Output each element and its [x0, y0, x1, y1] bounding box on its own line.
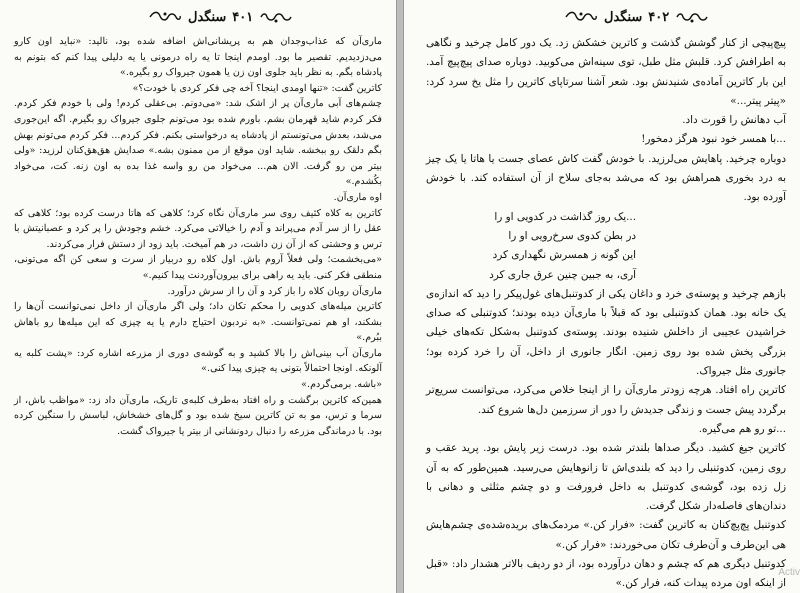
ornament-icon: [148, 10, 182, 24]
page-title: سنگدل: [604, 9, 643, 25]
left-page-text: [14, 34, 382, 589]
paragraph: ماری‌آن آب بینی‌اش را بالا کشید و به گوشه‌ی دوری از مزرعه اشاره کرد: «پشت کلبه یه آلونکه. اونجا احتمالاً بتونی یه چیزی پیدا کنی.»: [14, 347, 382, 375]
page-title: سنگدل: [188, 9, 227, 25]
poem-line: در بطن کدوی سرخ‌رویی او را: [508, 229, 636, 242]
page-number: ۴۰۲: [648, 9, 670, 25]
paragraph: کاترین راه افتاد. هرچه زودتر ماری‌آن را از اینجا خلاص می‌کرد، می‌توانست سریع‌تر برگردد پیش جست و زندگی جدیدش را دور از سرزمین دل‌ها شروع کند.: [426, 384, 786, 416]
right-page-text: [426, 34, 786, 589]
paragraph: کدوتنبل پچ‌پچ‌کنان به کاترین گفت: «فرار کن.» مردمک‌های بریده‌شده‌ی چشم‌هایش هی این‌طرف و آن‌طرف تکان می‌خوردند: «فرار کن.»: [426, 519, 786, 551]
poem-line: آری، به جبین چنین عرق جاری کرد: [489, 268, 636, 281]
paragraph: کاترین جیغ کشید. دیگر صداها بلندتر شده بود. درست زیر پایش بود. پرید عقب و روی زمین، کدوتنبلی را دید که بلندی‌اش تا زانوهایش می‌رسید. همین‌طور که به آن زل زده بود، گوشه‌ی کدوتنبل به داخل فرورفت و دو چشم مثلثی و دهانی با دندان‌های فاصله‌دار شکل گرفت.: [426, 442, 786, 513]
ornament-icon: [259, 10, 293, 24]
paragraph: ماری‌آن روبان کلاه را باز کرد و آن را از سرش درآورد.: [167, 285, 382, 297]
paragraph: همین‌که کاترین برگشت و راه افتاد به‌طرف کلبه‌ی تاریک، ماری‌آن داد زد: «مواظب باش، از سرما و ترس، مو به تن کاترین سیخ شده بود و گل‌های خشخاش، لباسش را سنگین کرده بود. با درماندگی مزرعه را دنبال ردونشانی از بیتر یا جیرواک گشت.: [14, 394, 382, 437]
paragraph: کدوتنبل دیگری هم که چشم و دهان درآورده بود، از دو ردیف بالاتر هشدار داد: «قبل از اینکه اون مرده پیدات کنه، فرار کن.»: [426, 558, 786, 590]
paragraph: ...با همسر خود نبود هرگز دمخور!: [641, 133, 786, 146]
paragraph: دوباره چرخید. پاهایش می‌لرزید. با خودش گفت کاش عصای جست یا هاتا یا یک چیز به درد بخوری همراهش بود که می‌شد به‌جای سلاح از آن استفاده کند. با خودش آورده بود.: [426, 152, 786, 204]
right-page: [403, 0, 800, 593]
paragraph: آب دهانش را قورت داد.: [682, 114, 786, 127]
paragraph: ماری‌آن که عذاب‌وجدان هم به پریشانی‌اش اضافه شده بود، نالید: «نباید اون کارو می‌دزدیدیم. تقصیر ما بود. اومدم اینجا تا یه راه درمونی یا یه دلیلی پیدا کنم که بتونم به پادشاه بگم. به نظر باید جلوی اون زن یا همون جیرواک رو بگیره.»: [14, 36, 382, 79]
ornament-icon: [675, 10, 709, 24]
activation-watermark: Activ: [778, 567, 800, 578]
page-number: ۴۰۱: [232, 9, 254, 25]
paragraph: اوه ماری‌آن.: [333, 191, 382, 203]
paragraph: بازهم چرخید و پوسته‌ی خرد و داغان یکی از کدوتنبل‌های غول‌پیکر را دید که اندازه‌ی یک خانه بود. همان کدوتنبلی بود که قبلاً با ماری‌آن دیده بودند؛ کدوتنبلی که صدای خراشیدن عجیبی از داخلش شنیده بودند. پوسته‌ی کدوتنبل به‌شکل تکه‌های خیلی بزرگی پخش شده بود روی زمین. انگار جانوری از داخل، آن را خرد کرده بود؛ جانوری مثل جیرواک.: [426, 287, 786, 378]
paragraph: ...تو رو هم می‌گیره.: [698, 422, 786, 435]
paragraph: چشم‌های آبی ماری‌آن پر از اشک شد: «می‌دونم. بی‌عقلی کردم! ولی با خودم فکر کردم. فکر کردم شاید قهرمان بشم. باورم شده بود می‌تونم جلوی جیرواک رو بگیرم. اگه این‌جوری می‌شد، بعدش می‌تونستم از پادشاه یه درخواستی بکنم. فکر کردم... فکر کردم می‌تونم بهش بگم دلقک رو ببخشه. شاید اون موقع از من ممنون بشه.» صدایش هق‌هق‌کنان لرزید: «ولی بیتر من رو گرفت. الان هم... می‌خواد من رو واسه غذا بده به اون زنه. کت، می‌خواد بکُشدم.»: [14, 98, 382, 188]
paragraph: کاترین به کلاه کثیف روی سر ماری‌آن نگاه کرد؛ کلاهی که هاتا درست کرده بود؛ کلاهی که عقل را از سر آدم می‌پراند و آدم را خیالاتی می‌کرد. خشم وجودش را پر کرد و عصبانیتش با ترس و وحشتی که از آن زن داشت، در هم آمیخت. باید زود از دستش فرار می‌کردند.: [14, 207, 382, 250]
paragraph: کاترین گفت: «تنها اومدی اینجا؟ آخه چی فکر کردی با خودت؟»: [132, 82, 382, 94]
ornament-icon: [564, 10, 598, 24]
paragraph: کاترین میله‌های کدویی را محکم تکان داد؛ ولی اگر ماری‌آن از داخل نمی‌توانست آن‌ها را بشکند، او هم نمی‌توانست. «به نردبون احتیاج دارم یا یه چیزی که این میله‌ها رو باهاش ببُرم.»: [14, 301, 382, 344]
right-page-header: [564, 6, 709, 28]
paragraph: پیچ‌پیچی از کنار گوشش گذشت و کاترین خشکش زد. یک دور کامل چرخید و نگاهی به اطرافش کرد. قلبش مثل طبل، توی سینه‌اش می‌کوبید. دوباره صدای پیچ‌پیچ آمد. این بار کاترین آماده‌ی شنیدنش بود. شعر آشنا سرتاپای کاترین را مثل یخ سرد کرد: «پیتر پیتر...»: [426, 37, 786, 107]
left-page-header: [148, 6, 293, 28]
paragraph: «می‌بخشمت؛ ولی فعلاً آروم باش. اول کلاه رو دربیار از سرت و سعی کن اگه می‌تونی، منطقی فکر کنی. باید یه راهی برای بیرون‌آوردنت پیدا کنیم.»: [14, 254, 382, 281]
left-page: [0, 0, 397, 593]
paragraph: «باشه. برمی‌گردم.»: [301, 379, 382, 391]
poem-line: این گونه ز همسرش نگهداری کرد: [492, 249, 636, 262]
poem-line: ...یک روز گذاشت در کدویی او را: [494, 210, 636, 223]
